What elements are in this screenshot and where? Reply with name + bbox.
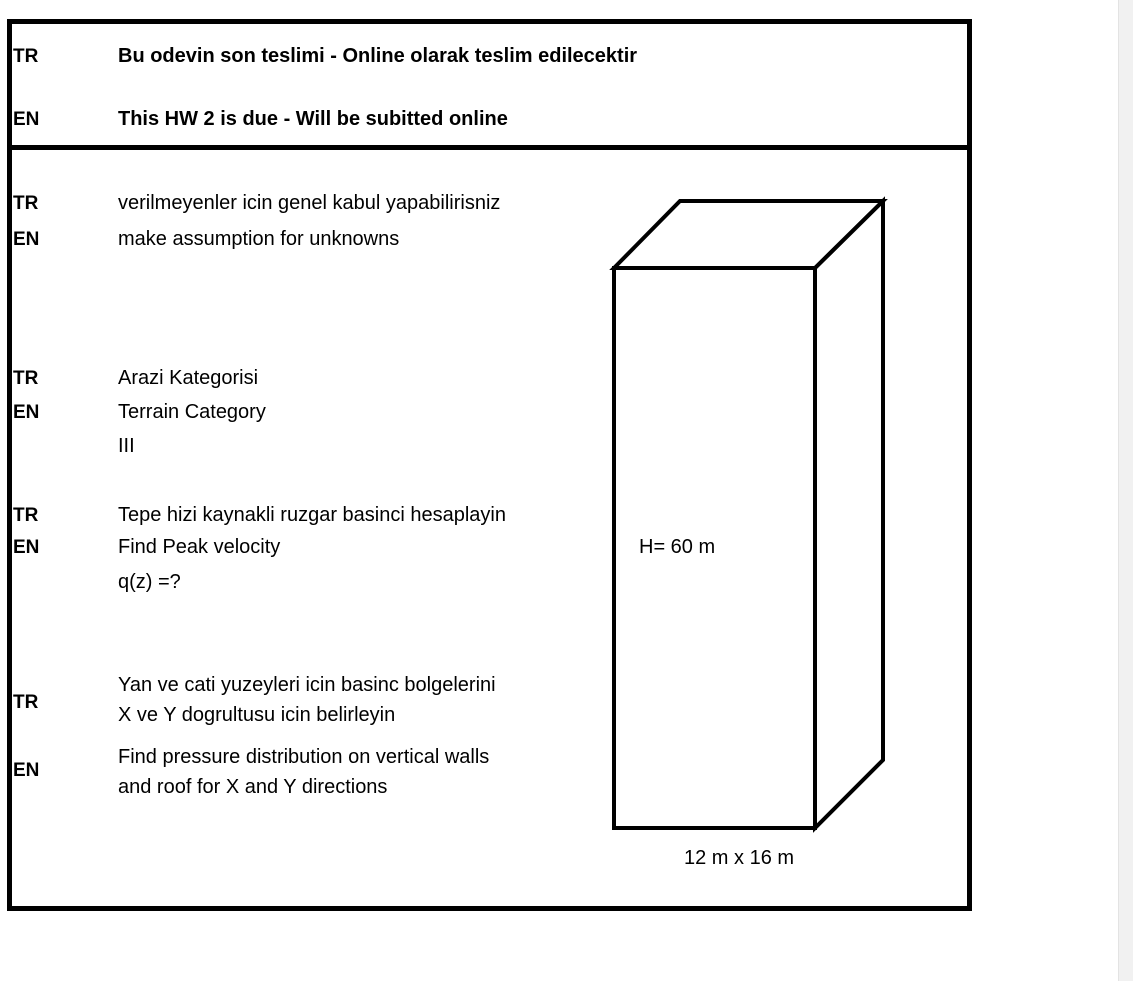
peak-en-code: EN [13,537,40,558]
peak-formula: q(z) =? [118,571,181,593]
assumption-tr-code: TR [13,193,39,214]
pressure-tr-line1: Yan ve cati yuzeyleri icin basinc bolgelerini [118,674,496,696]
terrain-en-code: EN [13,402,40,423]
building-roof-face [614,201,883,268]
building-height-label: H= 60 m [639,536,716,558]
peak-tr-text: Tepe hizi kaynakli ruzgar basinci hesaplayin [118,504,506,526]
header-en-code: EN [13,109,40,130]
pressure-en-code: EN [13,760,40,781]
terrain-category-value: III [118,435,135,457]
terrain-en-text: Terrain Category [118,401,266,423]
assumption-tr-text: verilmeyenler icin genel kabul yapabilirisniz [118,192,501,214]
pressure-tr-line2: X ve Y dogrultusu icin belirleyin [118,704,396,726]
header-tr-code: TR [13,46,39,67]
peak-en-text: Find Peak velocity [118,536,281,558]
pressure-tr-code: TR [13,692,39,713]
assumption-en-text: make assumption for unknowns [118,228,400,250]
pressure-en-line1: Find pressure distribution on vertical walls [118,746,490,768]
building-footprint-label: 12 m x 16 m [684,847,795,869]
header-tr-text: Bu odevin son teslimi - Online olarak teslim edilecektir [118,45,638,67]
terrain-tr-code: TR [13,368,39,389]
terrain-tr-text: Arazi Kategorisi [118,367,259,389]
pressure-en-line2: and roof for X and Y directions [118,776,388,798]
peak-tr-code: TR [13,505,39,526]
header-en-text: This HW 2 is due - Will be subitted online [118,108,508,130]
building-side-face [815,201,883,828]
assumption-en-code: EN [13,229,40,250]
